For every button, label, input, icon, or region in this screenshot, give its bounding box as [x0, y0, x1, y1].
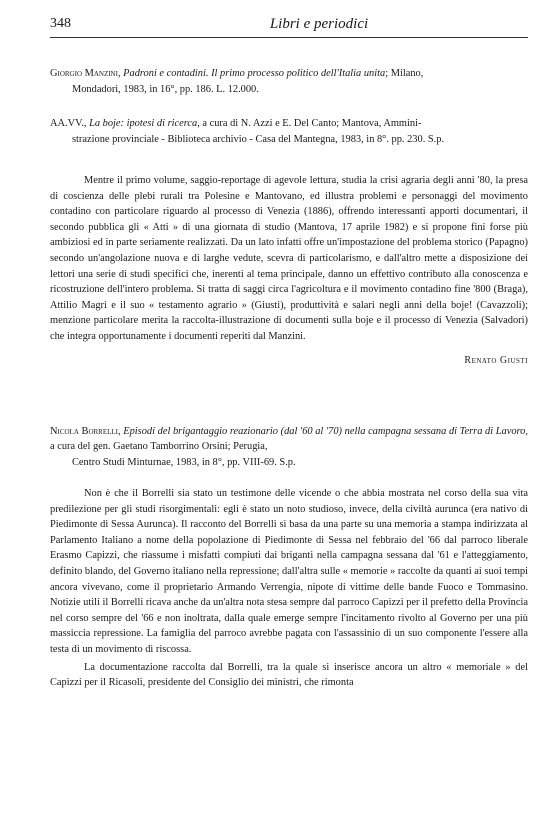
- entry-details: , a cura del gen. Gaetano Tamborrino Orsini; Perugia,: [50, 425, 528, 453]
- entry-title: Episodi del brigantaggio reazionario (dal '60 al '70) nella campagna sessana di Terra di Lavoro: [123, 425, 526, 437]
- entry-details: ; Milano,: [385, 68, 424, 79]
- review-paragraph: Non è che il Borrelli sia stato un testimone delle vicende o che abbia mostrata nel corso della sua vita predilezione per gli studi risorgimentali: egli è stato un noto studioso, invece, della civiltà aurunca (era nativo di Piedimonte di Sessa Aurunca). Il racconto del Borrelli si basa da una parte su una memoria a stampa indirizzata al Parlamento Italiano a nome della popolazione di Piedimonte di Sessa nel febbraio del '66 dal parroco liberale Erasmo Capizzi, che riassume i misfatti compiuti dai briganti nella campagna sessana dal '61 e l'atteggiamento, definito blando, del Governo italiano nella repressione; dall'altra sulle « memorie » raccolte da quanti ai suoi tempi ancora vivevano, come il proprietario Armando Verrengia, nipote di vittime delle bande Fuoco e Tommasino. Notizie utili il Borrelli ricava anche da un'altra nota stesa sempre dal parroco Capizzi per il prefetto della Provincia nel corso sempre del '66 e non inoltrata, dalla quale emerge sempre l'incitamento rivolto al Governo per una più massiccia repressione. La famiglia del parroco avrebbe pagata con l'assassinio di un suo componente l'essere alla testa di un movimento di riscossa.: [50, 488, 528, 655]
- entry-details-continued: Centro Studi Minturnae, 1983, in 8°, pp. VIII-69. S.p.: [72, 456, 296, 468]
- page-header: [50, 10, 528, 36]
- entry-details-continued: Mondadori, 1983, in 16°, pp. 186. L. 12.000.: [72, 83, 259, 95]
- bibliographic-entry-manzini: Giorgio Manzini, Padroni e contadini. Il primo processo politico dell'Italia unita; Milano, Mondadori, 1983, in 16°, pp. 186. L. 12.000.: [50, 66, 528, 97]
- review-paragraph: La documentazione raccolta dal Borrelli, tra la quale si inserisce ancora un altro « memoriale » del Capizzi per il Ricasoli, presidente del Consiglio dei ministri, che rimonta: [50, 661, 528, 689]
- reviewer-signature: Renato Giusti: [464, 354, 528, 366]
- entry-details-continued: strazione provinciale - Biblioteca archivio - Casa del Mantegna, 1983, in 8°. pp. 230. S.p.: [72, 133, 445, 145]
- entry-title: La boje: ipotesi di ricerca: [89, 118, 198, 129]
- entry-author: Giorgio Manzini: [50, 68, 118, 79]
- entry-details: , a cura di N. Azzi e E. Del Canto; Mantova, Ammini-: [197, 118, 422, 129]
- entry-author: Nicola Borrelli: [50, 425, 119, 437]
- bibliographic-entry-borrelli: Nicola Borrelli, Episodi del brigantaggio reazionario (dal '60 al '70) nella campagna sessana di Terra di Lavoro, a cura del gen. Gaetano Tamborrino Orsini; Perugia, Centro Studi Minturnae, 1983, in 8°, pp. VIII-69. S.p.: [50, 424, 528, 471]
- page-number: 348: [50, 16, 71, 31]
- running-title: Libri e periodici: [269, 16, 369, 32]
- header-rule: [50, 37, 528, 38]
- entry-title: Padroni e contadini. Il primo processo politico dell'Italia unita: [123, 68, 386, 79]
- entry-author: AA.VV.: [50, 118, 84, 129]
- review-paragraph: Mentre il primo volume, saggio-reportage di agevole lettura, studia la crisi agraria degli anni '80, la presa di coscienza delle plebi rurali tra Polesine e Mantovano, ed illustra problemi e personaggi del movimento contadino con particolare riguardo al processo di Venezia (1886), offrendo interessanti apporti documentari, il secondo pubblica gli « Atti » di una giornata di studio (Mantova, 17 aprile 1982) e si propone fini forse più ambiziosi ed in parte seriamente realizzati. Da un lato infatti offre un'impostazione del problema storico (Papagno) secondo un'angolazione nuova e di larghe vedute, scevra di particolarismo, e dall'altro mette a disposizione dei lettori una serie di studi specifici che, inerenti al tema principale, danno un effettivo contributo alla conoscenza e ricostruzione dell'intero problema. Si tratta di saggi circa l'agricoltura e il movimento contadino fine '800 (Braga), Attilio Magri e il suo « testamento agrario » (Giusti), produttività e salari negli anni della boje! (Cavazzoli); menzione particolare merita la raccolta-illustrazione di documenti sulla boje e il processo di Venezia (Salvadori) che integra opportunamente i documenti reperiti dal Manzini.: [50, 175, 528, 342]
- bibliographic-entry-boje: AA.VV., La boje: ipotesi di ricerca, a cura di N. Azzi e E. Del Canto; Mantova, Ammini- strazione provinciale - Biblioteca archivio - Casa del Mantegna, 1983, in 8°. pp. 230. S.p.: [50, 116, 528, 147]
